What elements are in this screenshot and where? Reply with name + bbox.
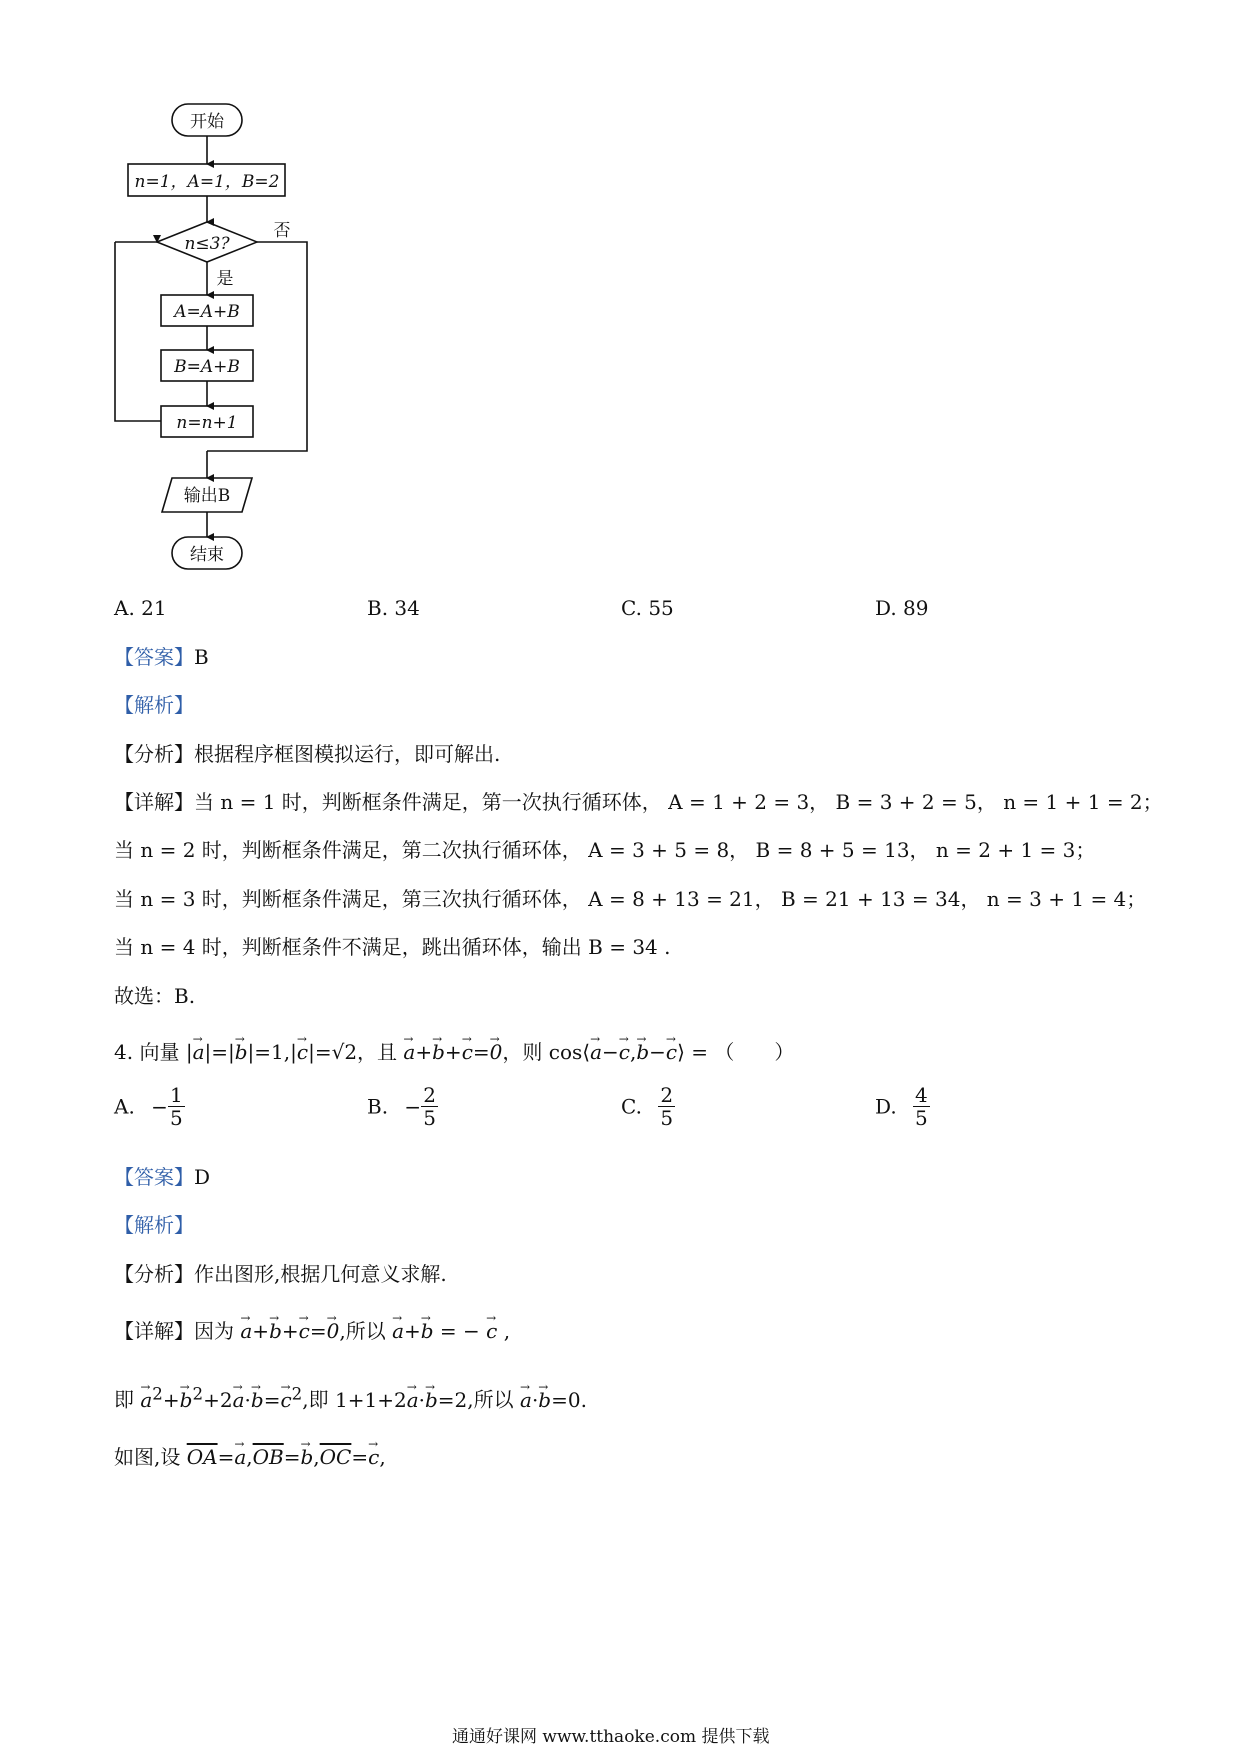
option-fraction [421,1084,438,1129]
flowchart-end-text: 结束 [190,545,224,565]
fenxi-text: 根据程序框图模拟运行，即可解出. [194,742,501,766]
question-number: 4. [114,1040,134,1064]
option-fraction [168,1084,185,1129]
q3-fenxi [114,741,500,767]
q3-option-c [621,596,674,620]
flowchart [0,0,360,600]
option-value: 55 [648,596,674,620]
flowchart-step1-text: A=A+B [174,302,240,322]
fenxi-tag: 【分析】 [114,742,194,766]
flowchart-init-text: n=1，A=1，B=2 [134,172,280,192]
q3-conclusion [114,983,195,1009]
answer-tag: 【答案】 [114,645,194,669]
stem-text-end: = （ ） [691,1040,795,1064]
q4-option-a [114,1084,185,1129]
xiangjie-text: 当 n = 1 时，判断框条件满足，第一次执行循环体， A = 1 + 2 = 3， B = 3 + 2 = 5， n = 1 + 1 = 2； [194,790,1163,814]
q3-xiangjie-line-4 [114,934,670,960]
q3-xiangjie-line-1 [114,789,1163,815]
xiangjie-text: 当 n = 4 时，判断框条件不满足，跳出循环体，输出 B = 34 . [114,935,671,959]
math-sum: → a+→ b+→ c=→ 0 [240,1319,339,1343]
option-fraction [913,1084,930,1129]
fraction-denominator: 5 [915,1106,928,1130]
math-dot-zero: → a·→ b=0. [520,1388,587,1412]
stem-math-norms: |→ a|=|→ b|=1,|→ c|=√2 [186,1040,357,1064]
option-value: 89 [903,596,929,620]
q3-option-d [875,596,929,620]
answer-tag: 【答案】 [114,1165,194,1189]
flowchart-step3-text: n=n+1 [176,413,238,433]
answer-value: D [194,1165,211,1189]
stem-text-c: ，则 [502,1040,543,1064]
xiangjie-text-c: ,所以 [467,1387,514,1412]
xiangjie-text-b: ,即 [302,1387,329,1412]
xiangjie-text: 当 n = 3 时，判断框条件满足，第三次执行循环体， A = 8 + 13 = 21， B = 21 + 13 = 34， n = 3 + 1 = 4； [114,887,1147,911]
q4-xiangjie-line-2 [114,1381,587,1413]
analysis-tag: 【解析】 [114,693,194,717]
stem-text-a: 向量 [139,1040,180,1064]
q3-option-a [114,596,167,620]
q4-xiangjie-line-1 [114,1318,510,1344]
fraction-denominator: 5 [169,1106,183,1130]
option-label: C. [621,1094,642,1119]
option-label: C. [621,596,642,620]
q3-answer [114,644,209,670]
xiangjie-tag: 【详解】 [114,790,194,814]
xiangjie-text-a: 即 [114,1387,134,1412]
q4-answer [114,1164,210,1190]
option-fraction [658,1084,675,1129]
option-sign: − [404,1094,422,1119]
flowchart-no-label: 否 [273,221,291,241]
option-label: B. [367,596,389,620]
fenxi-tag: 【分析】 [114,1262,194,1286]
stem-text-b: ，且 [357,1040,398,1064]
q3-option-b [367,596,420,620]
option-label: D. [875,596,897,620]
xiangjie-text-a: 因为 [194,1319,234,1343]
xiangjie-text-b: ,所以 [339,1319,386,1343]
option-value: 21 [141,596,167,620]
flowchart-step2-text: B=A+B [174,357,240,377]
footer-text: 通通好课网 www.tthaoke.com 提供下载 [452,1727,770,1747]
q4-fenxi [114,1261,447,1287]
q4-option-b [367,1084,438,1129]
flowchart-start-text: 开始 [190,112,224,132]
flowchart-output-text: 输出B [183,486,231,506]
q3-analysis-tag [114,692,194,718]
fraction-numerator: 2 [423,1083,436,1107]
fraction-numerator: 1 [169,1083,183,1107]
q4-analysis-tag [114,1212,194,1238]
option-label: D. [875,1094,897,1119]
fraction-numerator: 2 [660,1083,674,1107]
answer-value: B [194,645,209,669]
q3-xiangjie-line-2 [114,837,1095,863]
stem-math-sum: → a+→ b+→ c=→ 0 [403,1040,502,1064]
stem-math-cos: cos⟨→ a−→ c,→ b−→ c⟩ [549,1040,685,1064]
xiangjie-text: 当 n = 2 时，判断框条件满足，第二次执行循环体， A = 3 + 5 = 8， B = 8 + 5 = 13， n = 2 + 1 = 3； [114,838,1096,862]
page-footer [452,1722,769,1747]
q3-xiangjie-line-3 [114,886,1146,912]
fraction-numerator: 4 [915,1083,928,1107]
flowchart-yes-label: 是 [216,269,234,289]
option-label: A. [114,596,135,620]
option-label: A. [114,1094,135,1119]
conclusion-text: 故选：B. [114,984,196,1008]
math-square: → $a^2+\to b^2+2\to a\cdot\to b=\to c^2$ [140,1388,302,1412]
fenxi-text: 作出图形,根据几何意义求解. [194,1262,447,1286]
flowchart-condition-text: n≤3? [184,234,230,254]
fraction-denominator: 5 [660,1106,674,1130]
q4-option-c [621,1084,675,1129]
math-numeric: 1+1+2→ a·→ b=2 [335,1388,467,1412]
q4-option-d [875,1084,930,1129]
q4-stem [114,1039,794,1065]
fraction-denominator: 5 [423,1106,436,1130]
analysis-tag: 【解析】 [114,1213,194,1237]
option-sign: − [151,1094,168,1119]
option-value: 34 [394,596,420,620]
xiangjie-tag: 【详解】 [114,1319,194,1343]
q4-xiangjie-line-3 [114,1444,386,1470]
math-vectors: $\overline{OA}=\to a,\overline{OB}=\to b,\overline{OC}=\to c$, [187,1445,386,1469]
math-neg: → a+→ b = − → c , [392,1319,510,1343]
option-label: B. [367,1094,389,1119]
xiangjie-text-a: 如图,设 [114,1445,181,1469]
